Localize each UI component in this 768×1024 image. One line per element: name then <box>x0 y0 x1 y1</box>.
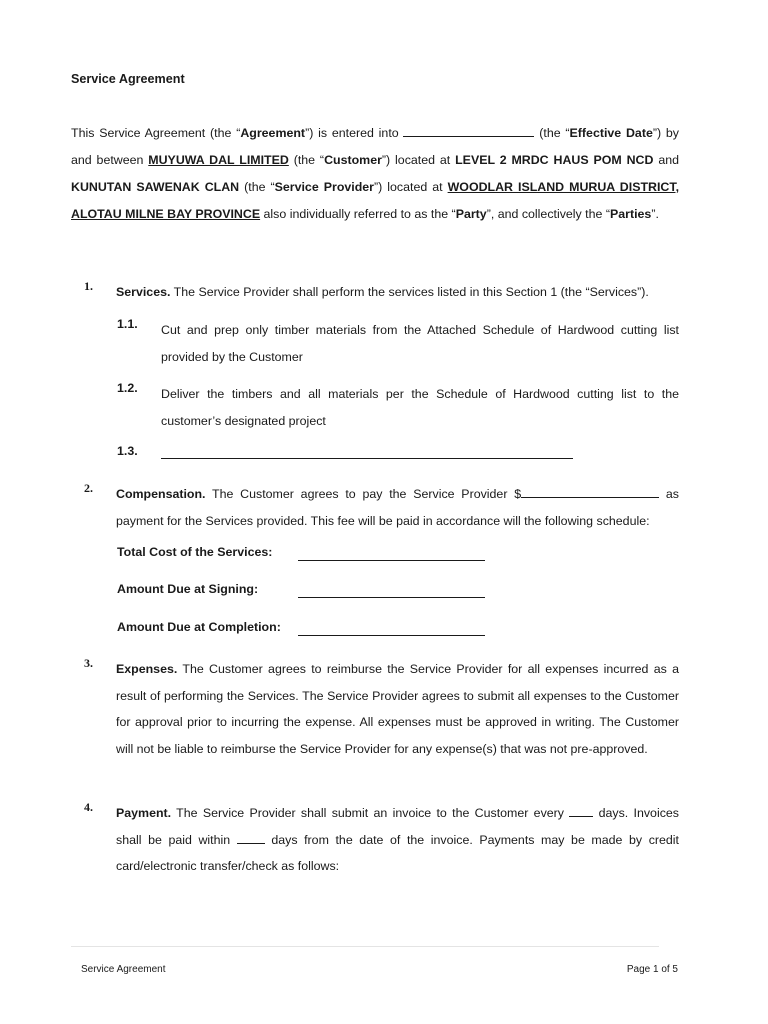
service-provider-term: Service Provider <box>274 180 375 194</box>
section-text: days. Invoices shall be paid within <box>116 806 679 847</box>
section-text: The Customer agrees to pay the Service Provider $ <box>205 487 522 501</box>
section-number: 3. <box>84 656 93 670</box>
intro-text: ”) located at <box>381 153 456 167</box>
intro-text: also individually referred to as the “ <box>260 207 456 221</box>
section-body <box>116 481 679 534</box>
provider-name: KUNUTAN SAWENAK CLAN <box>71 180 240 194</box>
intro-text: and <box>653 153 680 167</box>
parties-term: Parties <box>609 207 652 221</box>
section-heading: Services. <box>116 285 171 299</box>
customer-term: Customer <box>324 153 382 167</box>
subsection-text: Deliver the timbers and all materials per the Schedule of Hardwood cutting list to the customer’s designated project <box>161 387 679 428</box>
intro-text: ”) is entered into <box>305 126 404 140</box>
amount-due-signing-blank[interactable] <box>298 584 485 598</box>
subsection-text: Cut and prep only timber materials from the Attached Schedule of Hardwood cutting list provided by the Customer <box>161 323 679 364</box>
section-heading: Compensation. <box>116 487 206 501</box>
intro-text: (the “ <box>288 153 325 167</box>
subsection-number: 1.1. <box>117 317 138 331</box>
intro-paragraph <box>71 120 679 228</box>
section-number: 4. <box>84 800 93 814</box>
section-body <box>116 800 679 880</box>
section-body <box>116 656 679 763</box>
document-title: Service Agreement <box>71 72 185 86</box>
effective-date-term: Effective Date <box>569 126 653 140</box>
payment-amount-blank[interactable] <box>521 486 659 498</box>
invoice-days-blank[interactable] <box>569 805 593 817</box>
subsection-number: 1.3. <box>117 444 138 458</box>
intro-text: (the “ <box>239 180 275 194</box>
total-cost-blank[interactable] <box>298 547 485 561</box>
payment-days-blank[interactable] <box>237 832 265 844</box>
provider-address: WOODLAR ISLAND MURUA DISTRICT, ALOTAU MILNE BAY PROVINCE <box>71 180 680 221</box>
section-text: The Customer agrees to reimburse the Service Provider for all expenses incurred as a result of performing the Services. The Service Provider agrees to submit all expenses to the Customer for approval prior to incurring the expense. All expenses must be approved in writing. The Customer will not be liable to reimburse the Service Provider for any expense(s) that was not pre-approved. <box>116 662 679 757</box>
agreement-term: Agreement <box>240 126 306 140</box>
section-text: The Service Provider shall perform the services listed in this Section 1 (the “Services”). <box>170 285 649 299</box>
party-term: Party <box>455 207 487 221</box>
customer-address: LEVEL 2 MRDC HAUS POM NCD <box>455 153 654 167</box>
section-text: The Service Provider shall submit an invoice to the Customer every <box>171 806 570 820</box>
intro-text: ”. <box>651 207 659 221</box>
intro-text: ”) by and between <box>71 126 679 167</box>
section-text: days from the date of the invoice. Payments may be made by credit card/electronic transfer/check as follows: <box>116 832 680 874</box>
section-text: as payment for the Services provided. This fee will be paid in accordance will the following schedule: <box>116 487 679 528</box>
subsection-number: 1.2. <box>117 381 138 395</box>
section-heading: Expenses. <box>116 662 178 676</box>
intro-text: This Service Agreement (the “ <box>71 126 241 140</box>
footer-title: Service Agreement <box>81 964 166 975</box>
page-number: Page 1 of 5 <box>626 964 678 975</box>
total-cost-label: Total Cost of the Services: <box>117 545 273 559</box>
intro-text: ”, and collectively the “ <box>486 207 610 221</box>
section-number: 2. <box>84 481 93 495</box>
amount-due-completion-blank[interactable] <box>298 622 485 636</box>
section-number: 1. <box>84 279 93 293</box>
subsection-blank-line[interactable] <box>161 444 573 459</box>
customer-name: MUYUWA DAL LIMITED <box>148 153 289 167</box>
section-body <box>116 279 679 306</box>
footer-divider <box>71 946 659 947</box>
intro-text: (the “ <box>534 126 570 140</box>
section-heading: Payment. <box>116 806 172 820</box>
amount-due-signing-label: Amount Due at Signing: <box>117 582 259 596</box>
amount-due-completion-label: Amount Due at Completion: <box>117 620 281 634</box>
intro-text: ”) located at <box>374 180 448 194</box>
effective-date-blank[interactable] <box>403 125 534 137</box>
